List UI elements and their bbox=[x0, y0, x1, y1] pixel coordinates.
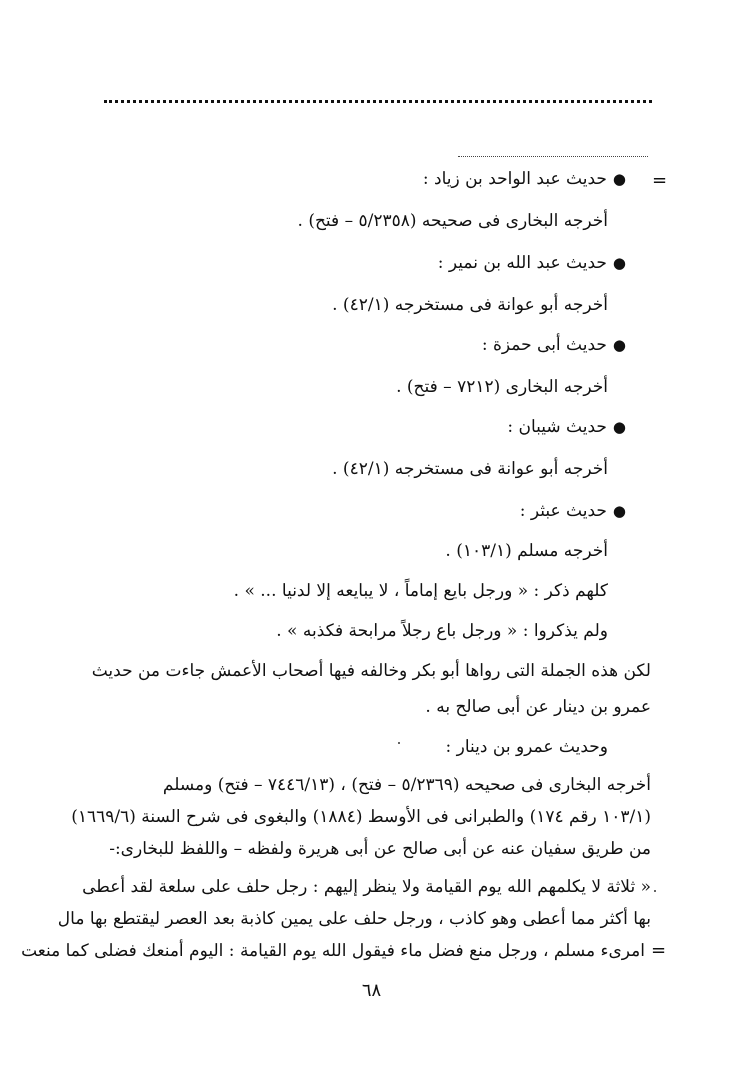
scan-speck bbox=[654, 890, 656, 892]
top-dotted-rule bbox=[104, 100, 652, 103]
text-line: ●حديث عبد الواحد بن زياد : bbox=[422, 169, 626, 189]
bullet-icon: ● bbox=[612, 336, 626, 354]
text-line: أخرجه أبو عوانة فى مستخرجه (٤٢/١) . bbox=[332, 459, 608, 479]
text-line: ●حديث عبد الله بن نمير : bbox=[437, 253, 626, 273]
continuation-mark-bottom: = bbox=[651, 940, 667, 961]
text-line: لكن هذه الجملة التى رواها أبو بكر وخالفه فيها أصحاب الأعمش جاءت من حديث bbox=[91, 661, 651, 681]
bullet-icon: ● bbox=[612, 418, 626, 436]
bullet-icon: ● bbox=[612, 170, 626, 188]
text-line: كلهم ذكر : « ورجل بايع إماماً ، لا يبايعه إلا لدنيا ... » . bbox=[233, 581, 608, 601]
text-line: أخرجه مسلم (١٠٣/١) . bbox=[445, 541, 608, 561]
text-line: (١٠٣/١ رقم ١٧٤) والطبرانى فى الأوسط (١٨٨٤) والبغوى فى شرح السنة (١٦٦٩/٦) bbox=[71, 807, 651, 827]
text-line: عمرو بن دينار عن أبى صالح به . bbox=[425, 697, 651, 717]
text-line: أخرجه البخارى (٧٢١٢ – فتح) . bbox=[396, 377, 608, 397]
continuation-mark-top: = bbox=[652, 170, 668, 191]
section-dotted-rule bbox=[458, 156, 648, 157]
text-line: ●حديث أبى حمزة : bbox=[481, 335, 626, 355]
text-line: أخرجه البخارى فى صحيحه (٥/٢٣٦٩ – فتح) ، (٧٤٤٦/١٣ – فتح) ومسلم bbox=[162, 775, 651, 795]
bullet-icon: ● bbox=[612, 502, 626, 520]
text-line: ●حديث شيبان : bbox=[507, 417, 626, 437]
page-number: ٦٨ bbox=[361, 980, 382, 1001]
quoted-hadith-line: « ثلاثة لا يكلمهم الله يوم القيامة ولا ينظر إليهم : رجل حلف على سلعة لقد أعطى bbox=[82, 877, 651, 897]
text-line: أخرجه البخارى فى صحيحه (٥/٢٣٥٨ – فتح) . bbox=[297, 211, 608, 231]
quoted-hadith-line: بها أكثر مما أعطى وهو كاذب ، ورجل حلف على يمين كاذبة بعد العصر ليقتطع بها مال bbox=[57, 909, 651, 929]
text-line: ●حديث عبثر : bbox=[519, 501, 626, 521]
text-line: أخرجه أبو عوانة فى مستخرجه (٤٢/١) . bbox=[332, 295, 608, 315]
scan-speck bbox=[398, 742, 400, 744]
text-line: وحديث عمرو بن دينار : bbox=[445, 737, 608, 757]
bullet-icon: ● bbox=[612, 254, 626, 272]
text-line: من طريق سفيان عنه عن أبى صالح عن أبى هريرة ولفظه – واللفظ للبخارى:- bbox=[109, 839, 651, 859]
text-line: ولم يذكروا : « ورجل باع رجلاً مرابحة فكذبه » . bbox=[276, 621, 608, 641]
quoted-hadith-line: امرىء مسلم ، ورجل منع فضل ماء فيقول الله يوم القيامة : اليوم أمنعك فضلى كما منعت bbox=[21, 941, 645, 961]
